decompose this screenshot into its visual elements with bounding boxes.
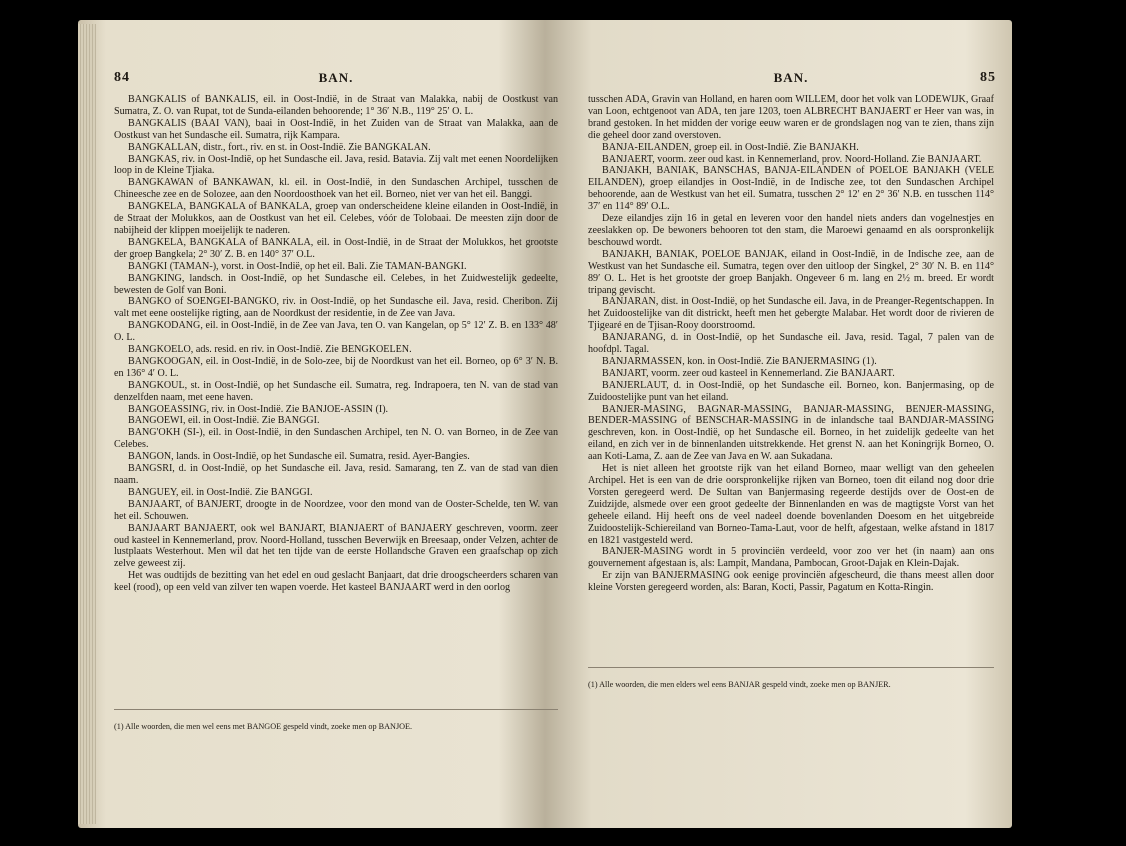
left-page-number: 84: [114, 70, 130, 85]
entry: BANGSRI, d. in Oost-Indië, op het Sundasche eil. Java, resid. Samarang, ten Z. van de stad van dien naam.: [114, 463, 558, 486]
entry: BANGKAS, riv. in Oost-Indië, op het Sundasche eil. Java, resid. Batavia. Zij valt met eenen Noordelijken loop in de Kleine Tjiaka.: [114, 153, 558, 177]
entry: BANJAERT, voorm. zeer oud kast. in Kennemerland, prov. Noord-Holland. Zie BANJAART.: [602, 153, 982, 165]
entry: BANGKOUL, st. in Oost-Indië, op het Sundasche eil. Sumatra, reg. Indrapoera, ten N. van de stad van denzelfden naam, met eene haven.: [114, 379, 558, 403]
entry: Het is niet alleen het grootste rijk van het eiland Borneo, maar welligt van den geheelen Archipel. Het is een van de drie oorspronkelijke rijken van Borneo, toen dit eiland nog door drie Vorsten geregeerd werd. De Sultan van Banjermasing regeerde destijds over de Oost-en de Zuidzijde, alsmede over een groot gedeelte der Binnenlanden en was de magtigste Vorst van het geheele eiland. Hij heeft ons de veel nadeel doende bovenlanden Doesom en het uitgebreide Zuidoostelijk-Schiereiland van Borneo-Tama-Laut, voor de helft, afgestaan, welke afstand in 1817 en 1821 vastgesteld werd.: [588, 463, 994, 546]
entry: BANJAKH, BANIAK, POELOE BANJAK, eiland in Oost-Indië, in de Indische zee, aan de Westkust van het Sundasche eil. Sumatra, tegen over den uitloop der Singkel, 2° 30′ N. B. en 114° 89′ O. L. Het is het grootste der groep Banjakh. Ongeveer 6 m. lang en 2½ m. breed. Er wordt tripang gevischt.: [588, 248, 994, 296]
entry: Er zijn van BANJERMASING ook eenige provinciën afgescheurd, die thans meest allen door kleine Vorsten geregeerd worden, als: Baran, Kocti, Passir, Pagatum en Kotta-Ringin.: [588, 570, 994, 594]
entry: BANJARANG, d. in Oost-Indië, op het Sundasche eil. Java, resid. Tagal, 7 palen van de hoofdpl. Tagal.: [588, 332, 994, 356]
left-head-word: BAN.: [318, 70, 354, 85]
entry: BANJAART, of BANJERT, droogte in de Noordzee, voor den mond van de Ooster-Schelde, ten W. van het eil. Schouwen.: [114, 498, 558, 522]
entry: Deze eilandjes zijn 16 in getal en leveren voor den handel niets anders dan vogelnestjes en zeeslakken op. De bewoners behooren tot den stam, die Maroewi genaamd en als oorspronkelijk beschouwd wordt.: [588, 213, 994, 248]
entry: BANJARMASSEN, kon. in Oost-Indië. Zie BANJERMASING (1).: [602, 355, 877, 367]
entry: BANJAKH, BANIAK, BANSCHAS, BANJA-EILANDEN of POELOE BANJAKH (VELE EILANDEN), groep eilandjes in Oost-Indië, in de Indische zee, tot den Sundaschen Archipel behoorende, aan de Westkust van het eil. Sumatra, tusschen 2° 12′ en 2° 36′ N.B. en tusschen 114° 37′ en 114° 89′ O.L.: [588, 165, 994, 213]
entry: BANGKAWAN of BANKAWAN, kl. eil. in Oost-Indië, in den Sundaschen Archipel, tusschen de Chineesche zee en de Solozee, aan den Noordoosthoek van het eil. Borneo, niet ver van het eil. Banggi.: [114, 177, 558, 201]
entry: BANGKALIS (BAAI VAN), baai in Oost-Indië, in het Zuiden van de Straat van Malakka, aan de Oostkust van het Sundasche eil. Sumatra, rijk Kampara.: [114, 117, 558, 141]
right-page-number: 85: [980, 70, 996, 85]
page-edges: [78, 24, 96, 824]
entry: BANJER-MASING, BAGNAR-MASSING, BANJAR-MASSING, BENJER-MASSING, BENDER-MASSING of BENSCHAR-MASSING in de inlandsche taal BANDJAR-MASSING geschreven, kon. in Oost-Indië, op het Sundasche eil. Borneo, in het zuidelijk gedeelte van het eiland, en zich ver in de binnenlanden uitstrekkende. Het grenst N. aan het Koningrijk Borneo, O. aan Koti-Lama, Z. aan de Zee van Java en W. aan Sukadana.: [588, 403, 994, 463]
entry: BANGKI (TAMAN-), vorst. in Oost-Indië, op het eil. Bali. Zie TAMAN-BANGKI.: [128, 260, 467, 272]
entry: BANGKING, landsch. in Oost-Indië, op het Sundasche eil. Celebes, in het Zuidwestelijk gedeelte, bewesten de Golf van Boni.: [114, 272, 558, 296]
right-head-word: BAN.: [773, 70, 809, 85]
entry: BANJA-EILANDEN, groep eil. in Oost-Indië. Zie BANJAKH.: [602, 141, 859, 153]
entry: BANJARAN, dist. in Oost-Indië, op het Sundasche eil. Java, in de Preanger-Regentschappen. In het Zuidoostelijke van dit districkt, heeft men het gebergte Malabar. Het wordt door de rivieren de Tjigearé en de Tjisan-Rooy doorstroomd.: [588, 296, 994, 332]
entry: BANGKELA, BANGKALA of BANKALA, groep van onderscheidene kleine eilanden in Oost-Indië, in de Straat der Molukkos, aan de Oostkust van het eil. Celebes, vóór de Tolobaai. De meesten zijn door de nabijheid der klippen moeijelijk te naderen.: [114, 201, 558, 236]
entry: BANJERLAUT, d. in Oost-Indië, op het Sundasche eil. Borneo, kon. Banjermasing, op de Zuidoostelijke punt van het eiland.: [588, 379, 994, 403]
right-page: [582, 30, 1000, 800]
left-running-head: [108, 70, 564, 92]
left-column: [108, 94, 564, 594]
entry: BANG'OKH (SI-), eil. in Oost-Indië, in den Sundaschen Archipel, ten N. O. van Borneo, in de Zee van Celebes.: [114, 427, 558, 451]
right-running-head: [582, 70, 1000, 92]
entry: tusschen ADA, Gravin van Holland, en haren oom WILLEM, door het volk van LODEWIJK, Graaf van Loon, echtgenoot van ADA, ten jare 1203, toen ALBRECHT BANJAERT er Heer van was, in brand gestoken. In het midden der vorige eeuw waren er de grondslagen nog van te zien, thans zijn die geheel door zand overstoven.: [588, 94, 994, 141]
entry: BANGOEASSING, riv. in Oost-Indië. Zie BANJOE-ASSIN (I).: [128, 403, 389, 415]
entry: BANGKOELO, ads. resid. en riv. in Oost-Indië. Zie BENGKOELEN.: [128, 344, 412, 356]
entry: BANGKELA, BANGKALA of BANKALA, eil. in Oost-Indië, in de Straat der Molukkos, het grootste der groep Bangkela; 2° 30′ Z. B. en 140° 37′ O.L.: [114, 236, 558, 260]
entry: BANGKO of SOENGEI-BANGKO, riv. in Oost-Indië, op het Sundasche eil. Java, resid. Cheribon. Zij valt met eene oostelijke rigting, aan de Noordkust der residentie, in de Zee van Java.: [114, 296, 558, 320]
entry: BANGOEWI, eil. in Oost-Indië. Zie BANGGI.: [128, 415, 320, 427]
entry: BANGKALLAN, distr., fort., riv. en st. in Oost-Indië. Zie BANGKALAN.: [128, 141, 431, 153]
entry: Het was oudtijds de bezitting van het edel en oud geslacht Banjaart, dat drie droogscheerders scharen van keel (rood), op een veld van zilver ten wapen voerde. Het kasteel BANJAART werd in den oorlog: [114, 570, 558, 594]
entry: BANGKALIS of BANKALIS, eil. in Oost-Indië, in de Straat van Malakka, nabij de Oostkust van Sumatra, Z. O. van Rupat, tot de Sunda-eilanden behoorende; 1° 36′ N.B., 119° 25′ O. L.: [114, 94, 558, 117]
entry: BANJER-MASING wordt in 5 provinciën verdeeld, voor zoo ver het (in naam) aan ons gouvernement afgestaan is, als: Lampit, Mandana, Pambocan, Groot-Dajak en Klein-Dajak.: [588, 546, 994, 570]
right-column: [582, 94, 1000, 594]
entry: BANGON, lands. in Oost-Indië, op het Sundasche eil. Sumatra, resid. Ayer-Bangies.: [128, 451, 470, 463]
entry: BANGUEY, eil. in Oost-Indië. Zie BANGGI.: [128, 486, 313, 498]
right-footnote: (1) Alle woorden, die men elders wel eens BANJAR gespeld vindt, zoeke men op BANJER.: [588, 667, 994, 691]
entry: BANJART, voorm. zeer oud kasteel in Kennemerland. Zie BANJAART.: [602, 367, 895, 379]
entry: BANGKODANG, eil. in Oost-Indië, in de Zee van Java, ten O. van Kangelan, op 5° 12′ Z. B. en 133° 48′ O. L.: [114, 320, 558, 344]
entry: BANGKOOGAN, eil. in Oost-Indië, in de Solo-zee, bij de Noordkust van het eil. Borneo, op 6° 3′ N. B. en 136° 4′ O. L.: [114, 355, 558, 379]
entry: BANJAART BANJAERT, ook wel BANJART, BIANJAERT of BANJAERY geschreven, voorm. zeer oud kasteel in Kennemerland, prov. Noord-Holland, tusschen Beverwijk en Breesaap, onder Velzen, achter de lustplaats Westerhout. Men wil dat het ten tijde van de eerste Hollandsche Graven een graafschap op zich zelve geweest zij.: [114, 522, 558, 570]
left-page: [108, 30, 564, 800]
left-footnote: (1) Alle woorden, die men wel eens met BANGOE gespeld vindt, zoeke men op BANJOE.: [114, 709, 558, 733]
